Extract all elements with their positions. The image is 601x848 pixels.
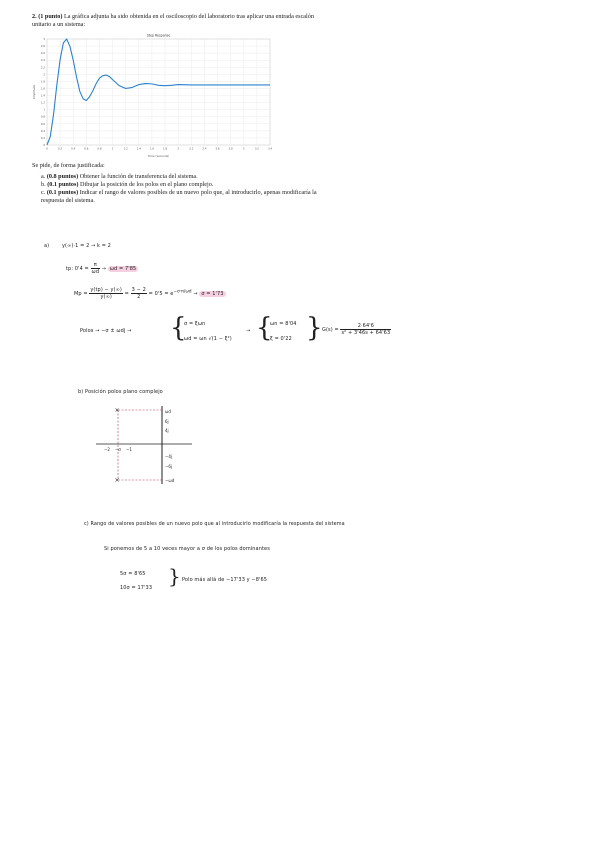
hw-polos-r2: ξ = 0'22 xyxy=(270,336,292,342)
hw-brace-mid: { xyxy=(256,313,273,343)
y-tick-label: 0.8 xyxy=(40,115,45,119)
x-tick-label: 1.8 xyxy=(162,147,168,151)
re-label-0: −2 xyxy=(104,447,110,452)
y-tick-label: 1.4 xyxy=(40,94,45,98)
y-tick-label: 1.8 xyxy=(40,80,45,84)
hw-c-r2: 10σ = 17'33 xyxy=(120,585,153,591)
y-tick-label: 1.6 xyxy=(40,87,45,91)
x-tick-label: 2.8 xyxy=(228,147,233,151)
hw-polos-b1: σ = ξωn xyxy=(184,321,206,327)
hw-mp-result: σ = 1'73 xyxy=(201,291,224,297)
hw-tp-line: tp: 0'4 = $\frac{\pi}{\omega d}$ → ωd = 7'85 xyxy=(66,262,137,275)
y-axis-label: Amplitude xyxy=(32,84,36,100)
y-tick-label: 0 xyxy=(43,144,45,147)
question-text: La gráfica adjunta ha sido obtenida en el osciloscopio del laboratorio tras aplicar una entrada escalón unitario a un sistema: xyxy=(32,13,314,28)
hw-mp-line: Mp = $\frac{y(tp) - y(\infty)}{y(\infty)}$ = $\frac{3 - 2}{2}$ = $0'5 = e^{-\sigma\cdot\pi/\omega d} \to \sigma = 1'73$ xyxy=(74,287,224,300)
pole-upper-marker: × xyxy=(114,407,120,414)
x-tick-label: 3 xyxy=(242,147,245,151)
x-tick-label: 2.6 xyxy=(215,147,220,151)
question-number: 2. xyxy=(32,13,37,20)
y-tick-label: 3 xyxy=(43,38,45,41)
hw-brace-close: } xyxy=(306,313,323,343)
hw-c-result: Polo más allá de −17'33 y −8'65 xyxy=(182,577,268,583)
y-tick-label: 0.6 xyxy=(40,122,45,126)
hw-polos-lhs: Polos → −σ ± ωdj → xyxy=(80,328,132,334)
x-axis-label: Time (seconds) xyxy=(147,154,170,158)
sub-questions xyxy=(41,173,321,205)
y-tick-label: 2 xyxy=(43,73,45,77)
x-tick-label: 0 xyxy=(46,147,48,151)
x-tick-label: 0.6 xyxy=(84,147,89,151)
step-response-chart xyxy=(31,31,278,159)
sub-question-c: c. (0.1 puntos) Indicar el rango de valores posibles de un nuevo polo que, al introducirlo, apenas modificaría la respuesta del sistema. xyxy=(41,189,317,204)
re-label-1: −σ xyxy=(115,447,121,452)
x-tick-label: 3.4 xyxy=(267,147,273,151)
y-tick-label: 1 xyxy=(43,108,45,112)
im-label-top: ωd xyxy=(165,409,171,414)
x-tick-label: 1.2 xyxy=(123,147,128,151)
hw-brace-left: { xyxy=(170,313,187,343)
sub-question-a: a. (0.8 puntos) Obtener la función de transferencia del sistema. xyxy=(41,173,198,180)
sub-question-b: b. (0.1 puntos) Dibujar la posición de los polos en el plano complejo. xyxy=(41,181,214,188)
hw-a-label: a) xyxy=(44,243,50,249)
hw-c-line1: c) Rango de valores posibles de un nuevo polo que al introducirlo modificaría la respuesta del sistema xyxy=(84,521,345,527)
y-tick-label: 0.2 xyxy=(40,136,45,140)
hw-b-label: b) Posición polos plano complejo xyxy=(78,389,163,395)
x-tick-label: 0.2 xyxy=(58,147,63,151)
x-tick-label: 1.4 xyxy=(136,147,141,151)
question-statement xyxy=(32,13,322,29)
x-tick-label: 2.2 xyxy=(189,147,194,151)
hw-c-line2: Si ponemos de 5 a 10 veces mayor a σ de los polos dominantes xyxy=(104,546,270,552)
y-tick-label: 1.2 xyxy=(40,101,45,105)
pole-lower-marker: × xyxy=(114,477,120,484)
y-tick-label: 0.4 xyxy=(40,129,45,133)
pole-zero-plot xyxy=(96,404,206,486)
re-label-2: −1 xyxy=(126,447,132,452)
x-tick-label: 3.2 xyxy=(254,147,259,151)
question-points: (1 punto) xyxy=(38,13,63,20)
x-tick-label: 0.4 xyxy=(71,147,76,151)
x-tick-label: 2.4 xyxy=(202,147,207,151)
hw-polos-b2: ωd = ωn √(1 − ξ²) xyxy=(184,336,232,342)
hw-c-r1: 5σ = 8'65 xyxy=(120,571,146,577)
im-label-neg-6j: −6j xyxy=(165,464,173,469)
hw-polos-r1: ωn = 8'04 xyxy=(270,321,297,327)
im-label-neg-4j: −4j xyxy=(165,454,173,459)
hw-tp-result: ωd = 7'85 xyxy=(109,266,137,272)
y-tick-label: 2.2 xyxy=(40,66,45,70)
x-tick-label: 1.6 xyxy=(149,147,155,151)
x-tick-label: 1 xyxy=(111,147,114,151)
chart-title: Step Response xyxy=(146,33,171,38)
hw-transfer-function: G(s) = $\frac{2\cdot 64'6}{\text{s² + 3'46s + 64'63}}$ xyxy=(322,323,391,336)
im-label-6j: 6j xyxy=(165,419,169,424)
im-label-bottom: −ωd xyxy=(165,478,175,483)
y-tick-label: 2.6 xyxy=(40,52,45,56)
x-tick-label: 0.8 xyxy=(97,147,102,151)
prompt: Se pide, de forma justificada: xyxy=(32,162,105,169)
step-response-figure xyxy=(31,31,278,159)
x-tick-label: 2 xyxy=(177,147,180,151)
hw-c-brace: } xyxy=(168,564,181,588)
y-tick-label: 2.8 xyxy=(40,45,45,49)
y-tick-label: 2.4 xyxy=(40,59,45,63)
im-label-4j: 4j xyxy=(165,428,169,433)
hw-a-line1: y(∞)·1 = 2 → k = 2 xyxy=(62,243,111,249)
